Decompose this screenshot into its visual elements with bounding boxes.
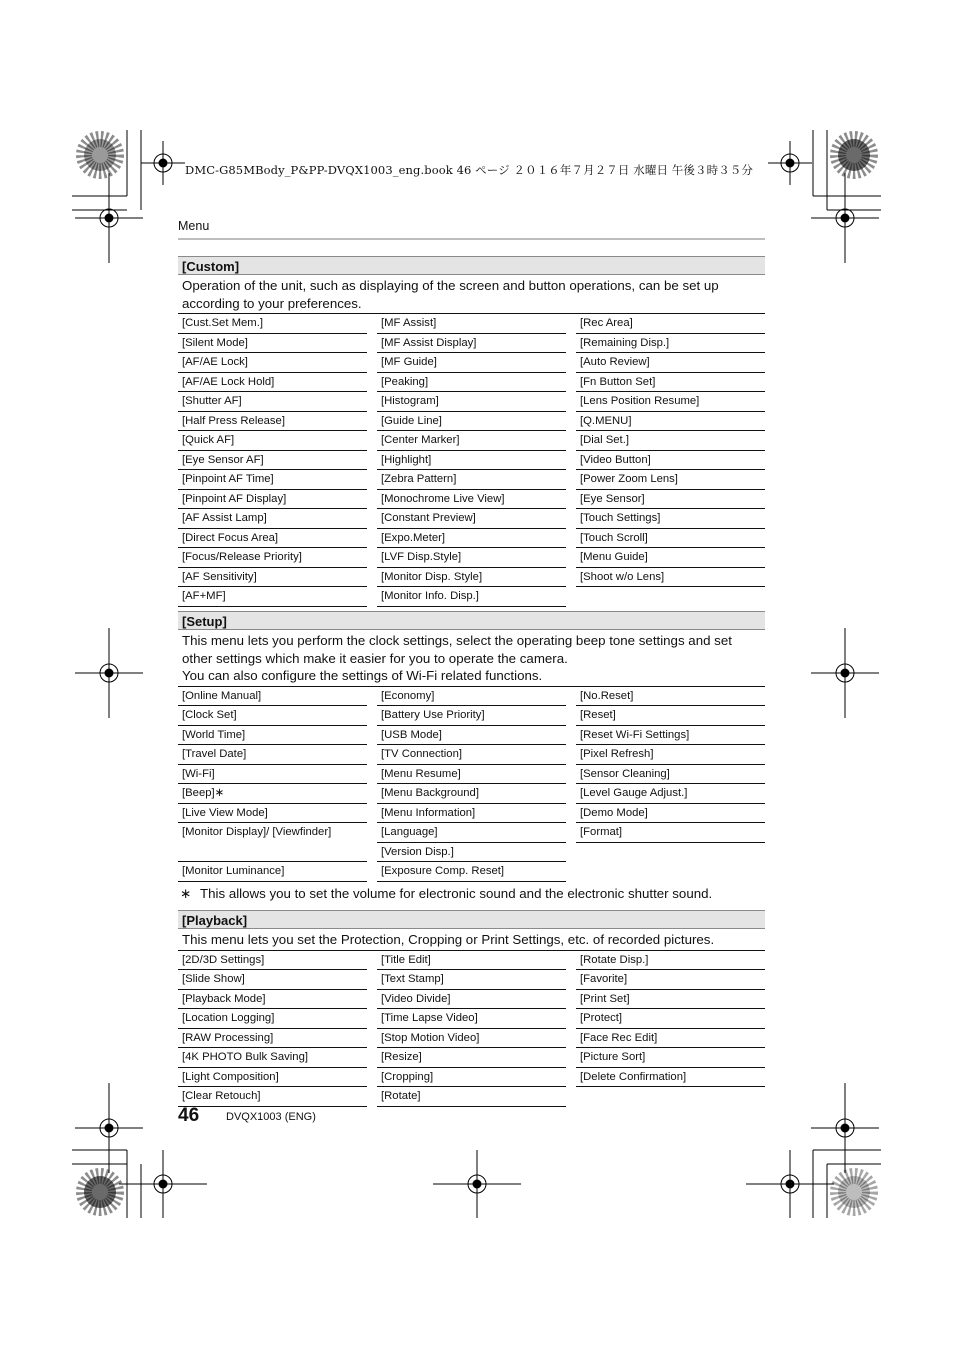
header-rule bbox=[178, 238, 765, 240]
menu-item: [Location Logging] bbox=[178, 1009, 367, 1029]
footnote-mark: ∗ bbox=[180, 885, 192, 901]
menu-item: [Monochrome Live View] bbox=[377, 490, 566, 510]
setup-footnote bbox=[178, 883, 765, 902]
menu-item: [Menu Information] bbox=[377, 804, 566, 824]
menu-item: [Live View Mode] bbox=[178, 804, 367, 824]
custom-col-1 bbox=[178, 314, 367, 607]
setup-section bbox=[178, 611, 765, 902]
menu-item: [World Time] bbox=[178, 726, 367, 746]
menu-item: [Histogram] bbox=[377, 392, 566, 412]
menu-item: [Menu Guide] bbox=[576, 548, 765, 568]
menu-item: [Slide Show] bbox=[178, 970, 367, 990]
playback-col-1 bbox=[178, 951, 367, 1107]
menu-item: [Auto Review] bbox=[576, 353, 765, 373]
menu-item: [2D/3D Settings] bbox=[178, 951, 367, 971]
menu-item: [MF Assist] bbox=[377, 314, 566, 334]
setup-title: [Setup] bbox=[178, 611, 765, 630]
menu-item: [AF Sensitivity] bbox=[178, 568, 367, 588]
menu-item: [Picture Sort] bbox=[576, 1048, 765, 1068]
menu-item: [Eye Sensor] bbox=[576, 490, 765, 510]
menu-item: [Light Composition] bbox=[178, 1068, 367, 1088]
menu-item: [Remaining Disp.] bbox=[576, 334, 765, 354]
menu-item: [AF Assist Lamp] bbox=[178, 509, 367, 529]
menu-item: [Exposure Comp. Reset] bbox=[377, 862, 566, 882]
menu-item: [Reset] bbox=[576, 706, 765, 726]
menu-item: [Guide Line] bbox=[377, 412, 566, 432]
menu-item: [Expo.Meter] bbox=[377, 529, 566, 549]
setup-description-1: This menu lets you perform the clock settings, select the operating beep tone settings and set other settings which make it easier for you to operate the camera. bbox=[182, 633, 732, 666]
menu-item: [Economy] bbox=[377, 687, 566, 707]
menu-item: [TV Connection] bbox=[377, 745, 566, 765]
menu-item: [Language] bbox=[377, 823, 566, 843]
menu-item: [Wi-Fi] bbox=[178, 765, 367, 785]
menu-item: [Video Button] bbox=[576, 451, 765, 471]
custom-grid bbox=[178, 314, 765, 608]
menu-item: [Sensor Cleaning] bbox=[576, 765, 765, 785]
menu-item: [Eye Sensor AF] bbox=[178, 451, 367, 471]
menu-item: [Focus/Release Priority] bbox=[178, 548, 367, 568]
menu-item: [Protect] bbox=[576, 1009, 765, 1029]
menu-item: [AF+MF] bbox=[178, 587, 367, 607]
menu-item: [Video Divide] bbox=[377, 990, 566, 1010]
menu-item: [AF/AE Lock Hold] bbox=[178, 373, 367, 393]
playback-title: [Playback] bbox=[178, 910, 765, 929]
document-code: DVQX1003 (ENG) bbox=[226, 1111, 316, 1123]
menu-item: [Pinpoint AF Time] bbox=[178, 470, 367, 490]
menu-item: [Monitor Luminance] bbox=[178, 862, 367, 882]
menu-item: [Monitor Info. Disp.] bbox=[377, 587, 566, 607]
menu-item: [Battery Use Priority] bbox=[377, 706, 566, 726]
menu-item: [Direct Focus Area] bbox=[178, 529, 367, 549]
menu-item: [Clear Retouch] bbox=[178, 1087, 367, 1107]
menu-item: [Text Stamp] bbox=[377, 970, 566, 990]
custom-col-2 bbox=[377, 314, 566, 607]
menu-item: [Touch Settings] bbox=[576, 509, 765, 529]
menu-item: [Clock Set] bbox=[178, 706, 367, 726]
menu-item: [Rotate] bbox=[377, 1087, 566, 1107]
menu-item: [Pinpoint AF Display] bbox=[178, 490, 367, 510]
custom-section bbox=[178, 256, 765, 608]
menu-item: [Peaking] bbox=[377, 373, 566, 393]
menu-item: [Favorite] bbox=[576, 970, 765, 990]
menu-item: [Center Marker] bbox=[377, 431, 566, 451]
menu-item: [Stop Motion Video] bbox=[377, 1029, 566, 1049]
menu-item: [Lens Position Resume] bbox=[576, 392, 765, 412]
menu-item: [Rec Area] bbox=[576, 314, 765, 334]
menu-item: [MF Assist Display] bbox=[377, 334, 566, 354]
menu-item: [Online Manual] bbox=[178, 687, 367, 707]
menu-item: [Touch Scroll] bbox=[576, 529, 765, 549]
menu-item: [Rotate Disp.] bbox=[576, 951, 765, 971]
menu-item: [Dial Set.] bbox=[576, 431, 765, 451]
setup-description bbox=[178, 630, 765, 687]
menu-item: [Format] bbox=[576, 823, 765, 843]
menu-item: [Highlight] bbox=[377, 451, 566, 471]
menu-item: [Cust.Set Mem.] bbox=[178, 314, 367, 334]
menu-item: [Beep]∗ bbox=[178, 784, 367, 804]
menu-item: [No.Reset] bbox=[576, 687, 765, 707]
menu-item: [Print Set] bbox=[576, 990, 765, 1010]
footnote-text: This allows you to set the volume for electronic sound and the electronic shutter sound. bbox=[200, 885, 713, 901]
menu-item: [Q.MENU] bbox=[576, 412, 765, 432]
menu-item: [Shutter AF] bbox=[178, 392, 367, 412]
setup-col-1 bbox=[178, 687, 367, 882]
menu-item: [Title Edit] bbox=[377, 951, 566, 971]
menu-item: [Quick AF] bbox=[178, 431, 367, 451]
menu-item: [Silent Mode] bbox=[178, 334, 367, 354]
menu-item: [Shoot w/o Lens] bbox=[576, 568, 765, 588]
menu-item: [Resize] bbox=[377, 1048, 566, 1068]
playback-description: This menu lets you set the Protection, Cropping or Print Settings, etc. of recorded pictures. bbox=[178, 929, 765, 951]
custom-title: [Custom] bbox=[178, 256, 765, 275]
menu-item: [Level Gauge Adjust.] bbox=[576, 784, 765, 804]
menu-item: [Monitor Disp. Style] bbox=[377, 568, 566, 588]
menu-item: [AF/AE Lock] bbox=[178, 353, 367, 373]
menu-item: [Face Rec Edit] bbox=[576, 1029, 765, 1049]
menu-item: [Travel Date] bbox=[178, 745, 367, 765]
playback-col-2 bbox=[377, 951, 566, 1107]
menu-item: [Monitor Display]/ [Viewfinder] bbox=[178, 823, 367, 862]
menu-item: [Demo Mode] bbox=[576, 804, 765, 824]
menu-item: [Cropping] bbox=[377, 1068, 566, 1088]
file-header-line: DMC-G85MBody_P&PP-DVQX1003_eng.book 46 ページ ２０１６年７月２７日 水曜日 午後３時３５分 bbox=[185, 163, 754, 177]
menu-item: [Playback Mode] bbox=[178, 990, 367, 1010]
menu-item: [Constant Preview] bbox=[377, 509, 566, 529]
menu-item: [4K PHOTO Bulk Saving] bbox=[178, 1048, 367, 1068]
menu-item: [Reset Wi-Fi Settings] bbox=[576, 726, 765, 746]
menu-item: [USB Mode] bbox=[377, 726, 566, 746]
custom-col-3 bbox=[576, 314, 765, 587]
playback-grid bbox=[178, 951, 765, 1108]
menu-item: [Fn Button Set] bbox=[576, 373, 765, 393]
setup-description-2: You can also configure the settings of Wi-Fi related functions. bbox=[182, 668, 543, 683]
menu-item: [Zebra Pattern] bbox=[377, 470, 566, 490]
setup-col-2 bbox=[377, 687, 566, 882]
menu-item: [RAW Processing] bbox=[178, 1029, 367, 1049]
playback-col-3 bbox=[576, 951, 765, 1088]
menu-item: [LVF Disp.Style] bbox=[377, 548, 566, 568]
menu-item: [Power Zoom Lens] bbox=[576, 470, 765, 490]
page-number: 46 bbox=[178, 1105, 200, 1126]
menu-item: [Menu Resume] bbox=[377, 765, 566, 785]
page-section-label: Menu bbox=[178, 219, 210, 233]
menu-item: [Half Press Release] bbox=[178, 412, 367, 432]
menu-item: [Pixel Refresh] bbox=[576, 745, 765, 765]
setup-col-3 bbox=[576, 687, 765, 843]
setup-grid bbox=[178, 687, 765, 883]
menu-item: [Delete Confirmation] bbox=[576, 1068, 765, 1088]
menu-item: [Time Lapse Video] bbox=[377, 1009, 566, 1029]
playback-section bbox=[178, 910, 765, 1108]
menu-item: [MF Guide] bbox=[377, 353, 566, 373]
custom-description: Operation of the unit, such as displaying of the screen and button operations, can be set up according to your preferences. bbox=[178, 275, 765, 314]
menu-item: [Menu Background] bbox=[377, 784, 566, 804]
menu-item: [Version Disp.] bbox=[377, 843, 566, 863]
